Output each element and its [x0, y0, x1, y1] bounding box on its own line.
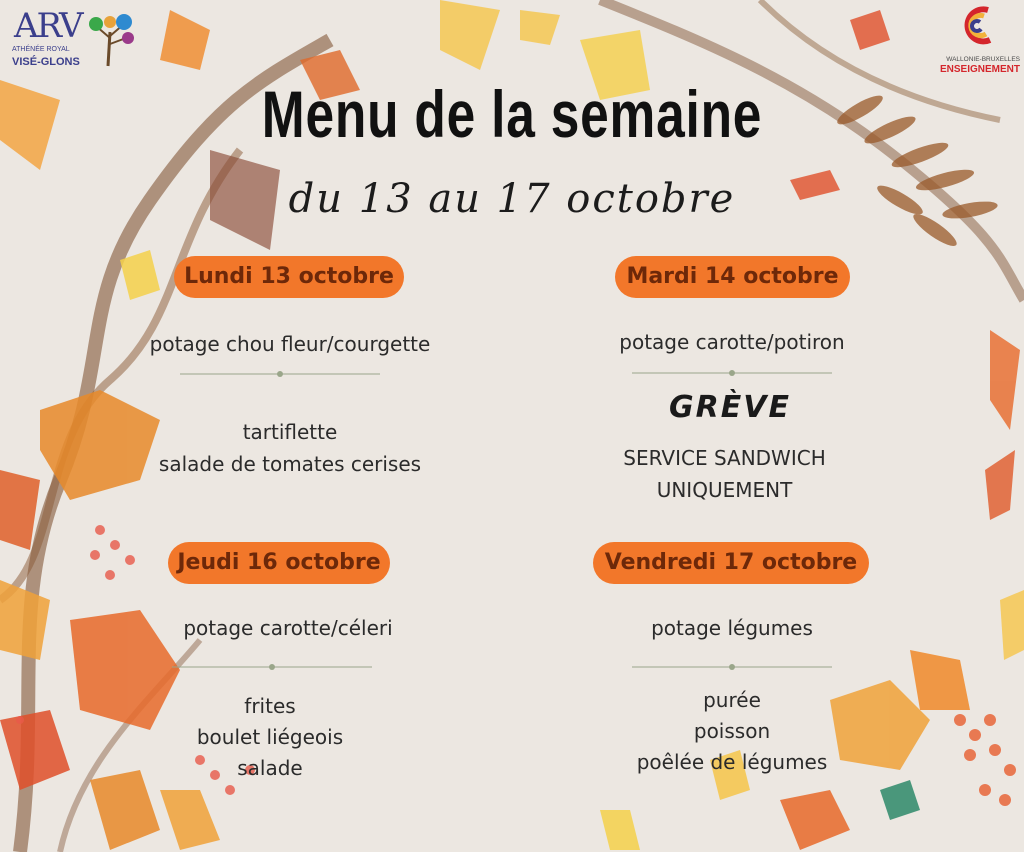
thursday-divider	[172, 662, 372, 672]
thursday-main-3: salade	[237, 756, 303, 780]
thursday-main-1: frites	[244, 694, 296, 718]
federation-logo	[924, 0, 1024, 80]
day-header-monday: Lundi 13 octobre	[174, 256, 404, 298]
day-header-friday: Vendredi 17 octobre	[593, 542, 869, 584]
thursday-main-2: boulet liégeois	[196, 725, 344, 749]
federation-logo-line1: WALLONIE-BRUXELLES	[946, 56, 1020, 63]
monday-main-2: salade de tomates cerises	[158, 452, 422, 476]
day-header-tuesday: Mardi 14 octobre	[615, 256, 850, 298]
friday-main-1: purée	[703, 688, 761, 712]
monday-soup: potage chou fleur/courgette	[149, 332, 431, 356]
tuesday-divider	[632, 368, 832, 378]
tuesday-strike-notice: GRÈVE	[669, 390, 791, 425]
friday-main-2: poisson	[693, 719, 771, 743]
thursday-soup: potage carotte/céleri	[183, 616, 393, 640]
school-logo-site: VISÉ-GLONS	[12, 56, 80, 68]
monday-divider	[180, 369, 380, 379]
school-logo	[8, 6, 138, 72]
monday-main-1: tartiflette	[242, 420, 338, 444]
tuesday-notice-1: SERVICE SANDWICH	[623, 446, 826, 470]
wbe-logo-icon	[954, 2, 998, 50]
tree-logo-icon	[80, 8, 140, 68]
friday-divider	[632, 662, 832, 672]
friday-main-3: poêlée de légumes	[636, 750, 828, 774]
school-logo-initials: ARV	[14, 6, 82, 46]
tuesday-notice-2: UNIQUEMENT	[656, 478, 793, 502]
page-subtitle: du 13 au 17 octobre	[288, 176, 736, 222]
friday-soup: potage légumes	[651, 616, 813, 640]
federation-logo-line2: ENSEIGNEMENT	[939, 64, 1020, 75]
tuesday-soup: potage carotte/potiron	[619, 330, 845, 354]
day-header-thursday: Jeudi 16 octobre	[168, 542, 390, 584]
page-title: Menu de la semaine	[261, 77, 763, 151]
school-logo-name: ATHÉNÉE ROYAL	[12, 46, 70, 53]
